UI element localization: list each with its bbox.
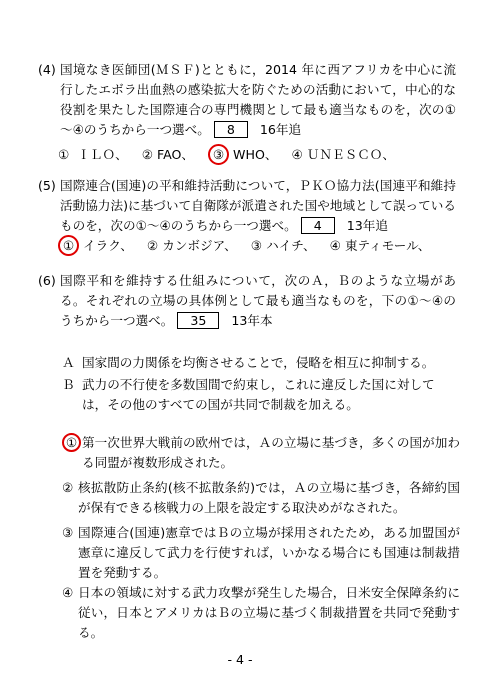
source-note: 13年追 [346,218,388,233]
question-5-choices [58,236,440,256]
stance-a [62,353,454,373]
question-text [60,271,456,331]
question-body: 国際連合(国連)の平和維持活動について，ＰＫＯ協力法(国連平和維持活動協力法)に基づいて自衛隊が派遣された国や地域として誤っているものを，次の①～④のうちから一つ選べ。 [60,178,456,233]
question-body: 国境なき医師団(ＭＳＦ)とともに，2014 年に西アフリカを中心に流行したエボラ出血熱の感染拡大を防ぐための活動において，中心的な役割を果たした国際連合の専門機関として最も適当なものを，次の①～④のうちから一つ選べ。 [60,62,456,137]
option-text: 核拡散防止条約(核不拡散条約)では，Ａの立場に基づき，各締約国が保有できる核戦力の上限を設定する取決めがなされた。 [78,480,460,515]
option-1-selected [62,433,460,473]
stance-label: Ｂ [62,377,75,392]
option-text: 第一次世界大戦前の欧州では，Ａの立場に基づき，多くの国が加わる同盟が複数形成された。 [82,435,460,470]
question-6 [38,271,456,331]
option-2 [62,478,460,518]
stance-text: 武力の不行使を多数国間で約束し，これに違反した国に対しては，その他のすべての国が共同で制裁を加える。 [82,377,435,412]
stance-b [62,375,454,415]
source-note: 13年本 [231,313,273,328]
option-text: 日本の領域に対する武力攻撃が発生した場合，日米安全保障条約に従い，日本とアメリカはＢの立場に基づく制裁措置を共同で発動する。 [78,585,460,640]
question-body: 国際平和を維持する仕組みについて，次のＡ，Ｂのような立場がある。それぞれの立場の具体例として最も適当なものを，下の①～④のうちから一つ選べ。 [60,273,456,328]
question-number: (5) [38,178,56,193]
option-mark: ② [62,480,74,495]
choice-3-selected: ③ WHO、 [208,147,277,162]
answer-box: 4 [301,217,335,234]
choice-4: ④ 東ティモール、 [329,238,431,253]
option-text: 国際連合(国連)憲章ではＢの立場が採用されたため，ある加盟国が憲章に違反して武力を行使すれば，いかなる場合にも国連は制裁措置を発動する。 [78,525,460,580]
question-number: (4) [38,62,56,77]
question-text [60,60,456,140]
answer-box: 35 [177,312,219,329]
stance-text: 国家間の力関係を均衡させることで，侵略を相互に抑制する。 [82,355,435,370]
choice-3: ③ ハイチ、 [250,238,316,253]
option-mark: ③ [62,525,74,540]
stance-label: Ａ [62,355,75,370]
choice-4: ④ ＵＮＥＳＣＯ、 [291,147,395,162]
stance-list [62,353,454,415]
question-number: (6) [38,273,56,288]
question-4-choices [58,145,405,165]
question-text [60,176,456,236]
question-5 [38,176,456,236]
question-4 [38,60,456,140]
choice-2: ② FAO、 [141,147,195,162]
choice-2: ② カンボジア、 [146,238,237,253]
page-number: - 4 - [227,652,253,667]
choice-1: ① ＩＬＯ、 [58,147,128,162]
option-4 [62,583,460,643]
option-mark: ④ [62,585,74,600]
option-3 [62,523,460,583]
answer-circle-mark: ③ [208,144,229,165]
answer-box: 8 [214,121,248,138]
source-note: 16年追 [259,122,302,137]
answer-circle-mark: ① [62,433,81,452]
answer-circle-mark: ① [58,235,79,256]
choice-1-selected: ① イラク、 [58,238,133,253]
